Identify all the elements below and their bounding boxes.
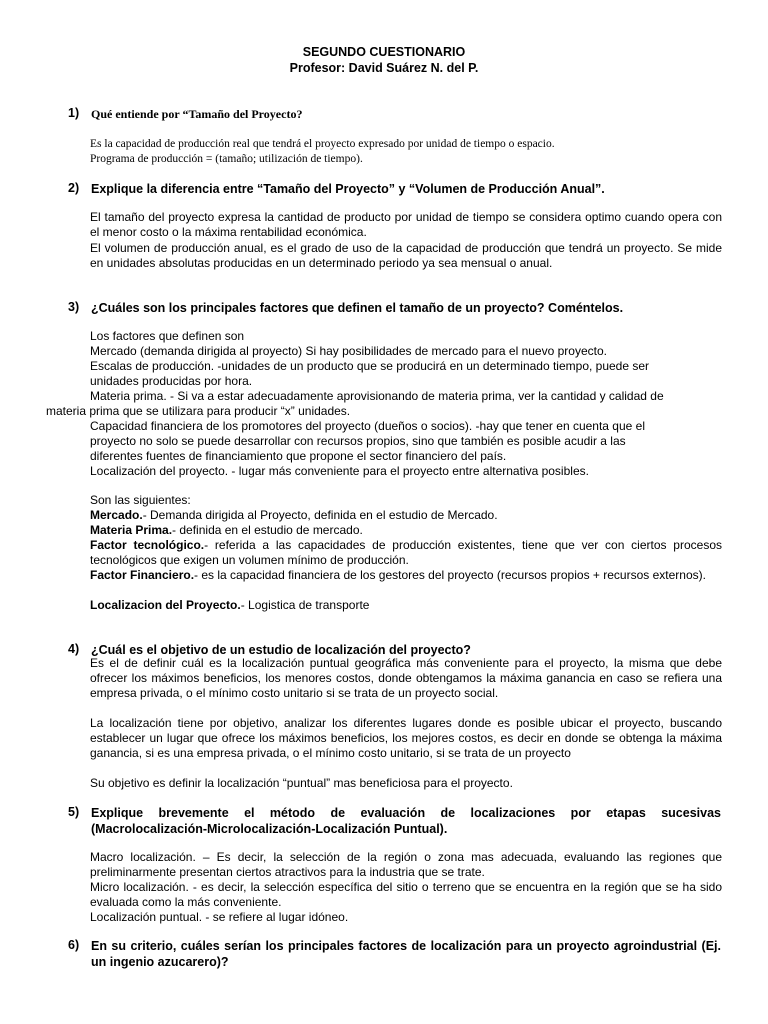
q3-item-text: - es la capacidad financiera de los gestores del proyecto (recursos propios + recursos externos). [194, 568, 706, 582]
q4-number: 4) [68, 642, 80, 656]
q4-question: ¿Cuál es el objetivo de un estudio de localización del proyecto? [91, 643, 471, 657]
q2-paragraph-2: El volumen de producción anual, es el grado de uso de la capacidad de producción que tendrá un proyecto. Se mide en unidades absolutas producidas en un determinado periodo ya sea mensual o anual. [90, 241, 722, 271]
document-title: SEGUNDO CUESTIONARIO [302, 45, 466, 59]
q3-item-text: - definida en el estudio de mercado. [172, 523, 363, 537]
q3-line-6: materia prima que se utilizara para producir “x” unidades. [46, 404, 351, 418]
q1-number: 1) [68, 106, 80, 120]
q3-item-materia-prima [90, 523, 722, 538]
q6-number: 6) [68, 938, 80, 952]
q1-answer-line-2: Programa de producción = (tamaño; utilización de tiempo). [90, 153, 363, 165]
q5-number: 5) [68, 805, 80, 819]
q1-answer-line-1: Es la capacidad de producción real que tendrá el proyecto expresado por unidad de tiempo o espacio. [90, 138, 555, 150]
q3-line-10: Localización del proyecto. - lugar más conveniente para el proyecto entre alternativa posibles. [90, 464, 589, 478]
q3-line-4: unidades producidas por hora. [90, 374, 253, 388]
q3-line-2: Mercado (demanda dirigida al proyecto) Si hay posibilidades de mercado para el nuevo proyecto. [90, 344, 607, 358]
q3-line-7: Capacidad financiera de los promotores del proyecto (dueños o socios). -hay que tener en cuenta que el [90, 419, 646, 433]
q5-paragraph-3: Localización puntual. - se refiere al lugar idóneo. [90, 910, 349, 924]
q4-paragraph-1: Es el de definir cuál es la localización puntual geográfica más conveniente para el proyecto, la misma que debe ofrecer los máximos beneficios, los menores costos, donde obtengamos la máxima ganancia en caso se refiera una empresa privada, o el mínimo costo unitario si se trata de un proyecto social. [90, 656, 722, 701]
q3-item-term: Factor Financiero. [90, 568, 195, 582]
q3-item-localizacion [90, 598, 722, 613]
q3-line-5: Materia prima. - Si va a estar adecuadamente aprovisionando de materia prima, ver la cantidad y calidad de [90, 389, 664, 403]
q6-question: En su criterio, cuáles serían los principales factores de localización para un proyecto agroindustrial (Ej. un ingenio azucarero)? [91, 939, 721, 969]
q3-line-8: proyecto no solo se puede desarrollar con recursos propios, sino que también es posible acudir a las [90, 434, 626, 448]
q2-question: Explique la diferencia entre “Tamaño del Proyecto” y “Volumen de Producción Anual”. [91, 182, 605, 196]
q1-question: Qué entiende por “Tamaño del Proyecto? [91, 107, 303, 121]
q3-item-text: - Demanda dirigida al Proyecto, definida en el estudio de Mercado. [142, 508, 498, 522]
q3-item-term: Materia Prima. [90, 523, 173, 537]
professor-line: Profesor: David Suárez N. del P. [289, 61, 479, 75]
q2-number: 2) [68, 181, 80, 195]
q3-item-mercado [90, 508, 722, 523]
q3-line-3: Escalas de producción. -unidades de un producto que se producirá en un determinado tiempo, puede ser [90, 359, 650, 373]
q5-paragraph-2: Micro localización. - es decir, la selección específica del sitio o terreno que se encuentra en la región que se ha sido evaluada como la más conveniente. [90, 880, 722, 910]
q3-item-text: - Logistica de transporte [240, 598, 370, 612]
q3-line-9: diferentes fuentes de financiamiento que propone el sector financiero del país. [90, 449, 507, 463]
q3-item-term: Mercado. [90, 508, 143, 522]
q3-list-intro: Son las siguientes: [90, 493, 191, 507]
q5-question: Explique brevemente el método de evaluación de localizaciones por etapas sucesivas (Macrolocalización-Microlocalización-Localización Puntual). [91, 806, 721, 836]
q3-item-term: Localizacion del Proyecto. [90, 598, 241, 612]
q3-item-term: Factor tecnológico. [90, 538, 205, 552]
q4-paragraph-2: La localización tiene por objetivo, analizar los diferentes lugares donde es posible ubicar el proyecto, buscando establecer un lugar que ofrece los máximos beneficios, los mejores costos, es decir en donde se obtenga la máxima ganancia, si es una empresa privada, o el mínimo costo unitario, si se trata de un proyecto [90, 716, 722, 761]
q3-item-factor-financiero [90, 568, 722, 583]
q2-paragraph-1: El tamaño del proyecto expresa la cantidad de producto por unidad de tiempo se considera optimo cuando opera con el menor costo o la máxima rentabilidad económica. [90, 210, 722, 240]
q3-item-factor-tecnologico [90, 538, 722, 568]
q4-paragraph-3: Su objetivo es definir la localización “puntual” mas beneficiosa para el proyecto. [90, 776, 513, 790]
q5-paragraph-1: Macro localización. – Es decir, la selección de la región o zona mas adecuada, evaluando las regiones que preliminarmente presentan ciertos atractivos para la industria que se trate. [90, 850, 722, 880]
q3-item-text: - referida a las capacidades de producción existentes, tiene que ver con ciertos procesos tecnológicos que exigen un volumen mínimo de producción. [90, 538, 722, 568]
q3-question: ¿Cuáles son los principales factores que definen el tamaño de un proyecto? Coméntelos. [91, 301, 624, 315]
q3-line-1: Los factores que definen son [90, 329, 245, 343]
q3-number: 3) [68, 300, 80, 314]
